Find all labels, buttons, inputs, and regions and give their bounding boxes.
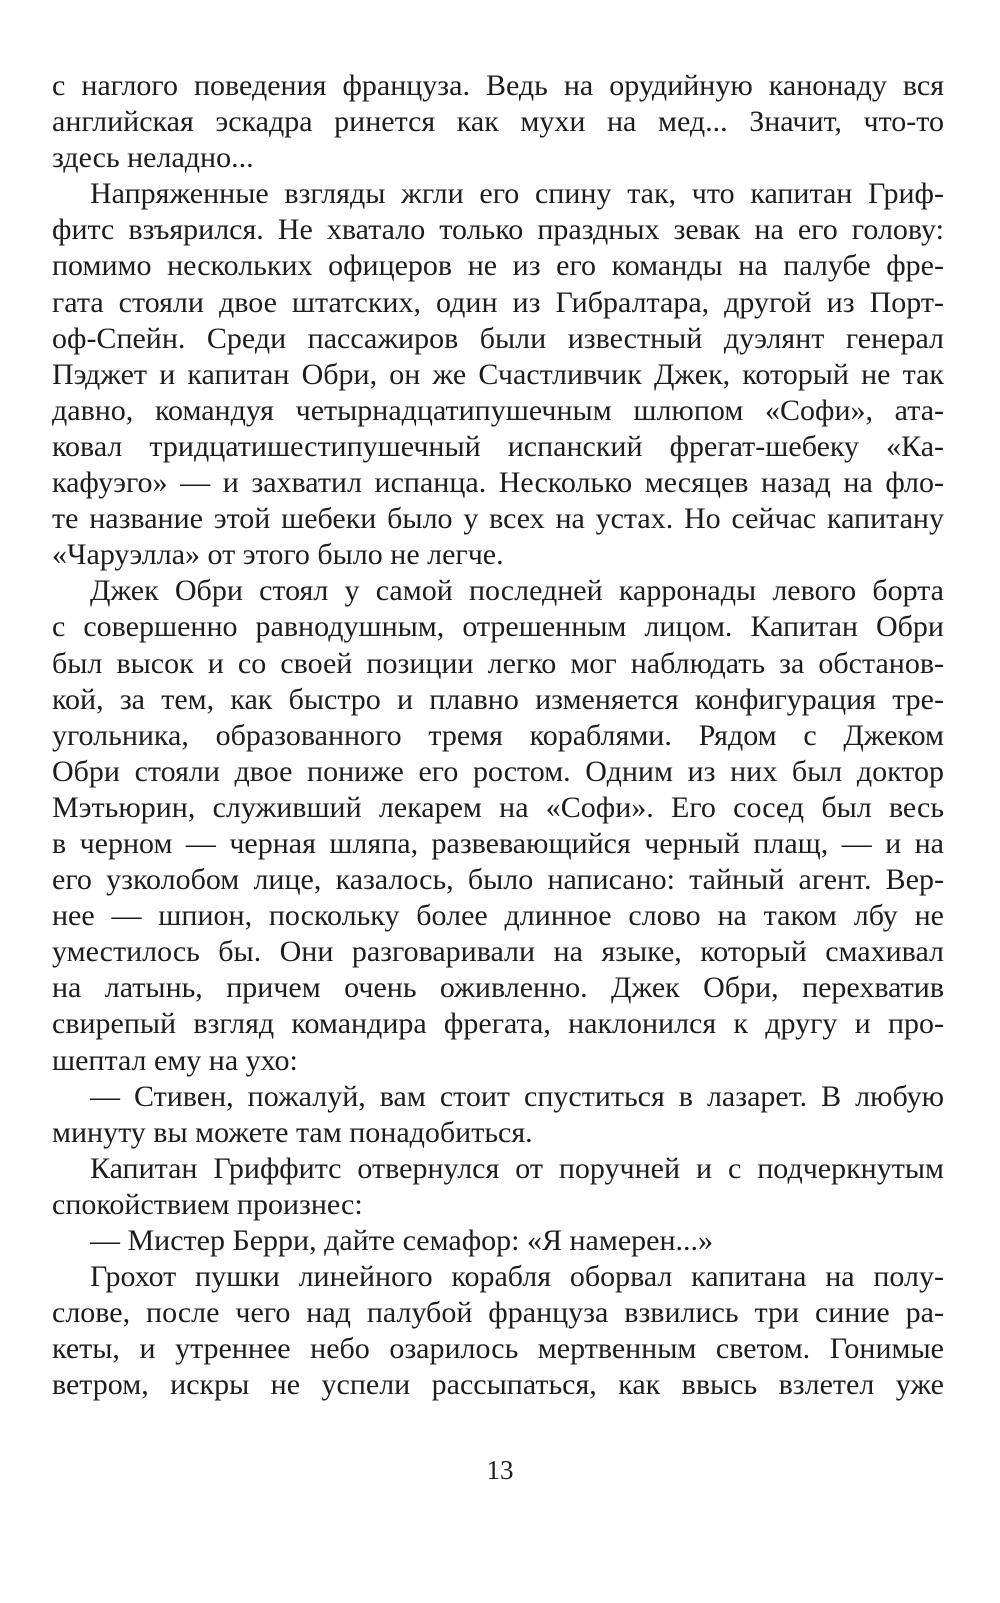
- text-line: Обри стояли двое пониже его ростом. Одним из них был доктор: [52, 754, 944, 788]
- text-line: спокойствием произнес:: [52, 1187, 363, 1221]
- text-line: в черном — черная шляпа, развевающийся черный плащ, — и на: [52, 826, 944, 860]
- text-line: угольника, образованного тремя кораблями. Рядом с Джеком: [52, 718, 944, 752]
- text-line: минуту вы можете там понадобиться.: [52, 1115, 533, 1149]
- text-line: с наглого поведения француза. Ведь на орудийную канонаду вся: [52, 69, 944, 102]
- text-line: оф-Спейн. Среди пассажиров были известный дуэлянт генерал: [52, 321, 944, 355]
- text-line: Джек Обри стоял у самой последней карронады левого борта: [90, 574, 944, 608]
- text-line: те название этой шебеки было у всех на устах. Но сейчас капитану: [52, 502, 944, 536]
- text-line: Мэтьюрин, служивший лекарем на «Софи». Его сосед был весь: [52, 790, 944, 824]
- text-line: — Мистер Берри, дайте семафор: «Я намерен...»: [90, 1224, 714, 1257]
- text-line: Капитан Гриффитс отвернулся от поручней и с подчеркнутым: [90, 1151, 944, 1185]
- text-line: ветром, искры не успели рассыпаться, как ввысь взлетел уже: [52, 1368, 944, 1402]
- text-line: слове, после чего над палубой француза взвились три синие ра-: [52, 1296, 944, 1330]
- text-line: английская эскадра ринется как мухи на мед... Значит, что-то: [52, 105, 944, 139]
- text-line: — Стивен, пожалуй, вам стоит спуститься в лазарет. В любую: [90, 1079, 944, 1113]
- text-line: уместилось бы. Они разговаривали на языке, который смахивал: [52, 935, 944, 969]
- text-line: Пэджет и капитан Обри, он же Счастливчик Джек, который не так: [52, 357, 944, 391]
- text-line: шептал ему на ухо:: [52, 1043, 298, 1077]
- body-text: [52, 68, 944, 1403]
- text-line: на латынь, причем очень оживленно. Джек Обри, перехватив: [52, 971, 944, 1005]
- page-number: 13: [486, 1455, 514, 1485]
- text-line: фитс взъярился. Не хватало только праздных зевак на его голову:: [52, 213, 944, 247]
- text-line: ковал тридцатишестипушечный испанский фрегат-шебеку «Ка-: [52, 429, 944, 463]
- text-line: его узколобом лице, казалось, было написано: тайный агент. Вер-: [52, 863, 944, 897]
- text-line: нее — шпион, поскольку более длинное слово на таком лбу не: [52, 899, 944, 933]
- text-line: помимо нескольких офицеров не из его команды на палубе фре-: [52, 249, 944, 283]
- text-line: свирепый взгляд командира фрегата, наклонился к другу и про-: [52, 1007, 944, 1041]
- text-line: кой, за тем, как быстро и плавно изменяется конфигурация тре-: [52, 682, 944, 716]
- text-line: Напряженные взгляды жгли его спину так, что капитан Гриф-: [90, 177, 944, 211]
- text-line: гата стояли двое штатских, один из Гибралтара, другой из Порт-: [52, 285, 944, 319]
- text-line: кеты, и утреннее небо озарилось мертвенным светом. Гонимые: [52, 1332, 944, 1366]
- text-line: здесь неладно...: [52, 141, 254, 175]
- text-line: кафуэго» — и захватил испанца. Несколько месяцев назад на фло-: [52, 466, 944, 500]
- text-line: Грохот пушки линейного корабля оборвал капитана на полу-: [90, 1260, 944, 1294]
- text-line: с совершенно равнодушным, отрешенным лицом. Капитан Обри: [52, 610, 944, 644]
- text-line: «Чаруэлла» от этого было не легче.: [52, 538, 504, 572]
- text-line: был высок и со своей позиции легко мог наблюдать за обстанов-: [52, 646, 944, 680]
- text-line: давно, командуя четырнадцатипушечным шлюпом «Софи», ата-: [52, 393, 944, 427]
